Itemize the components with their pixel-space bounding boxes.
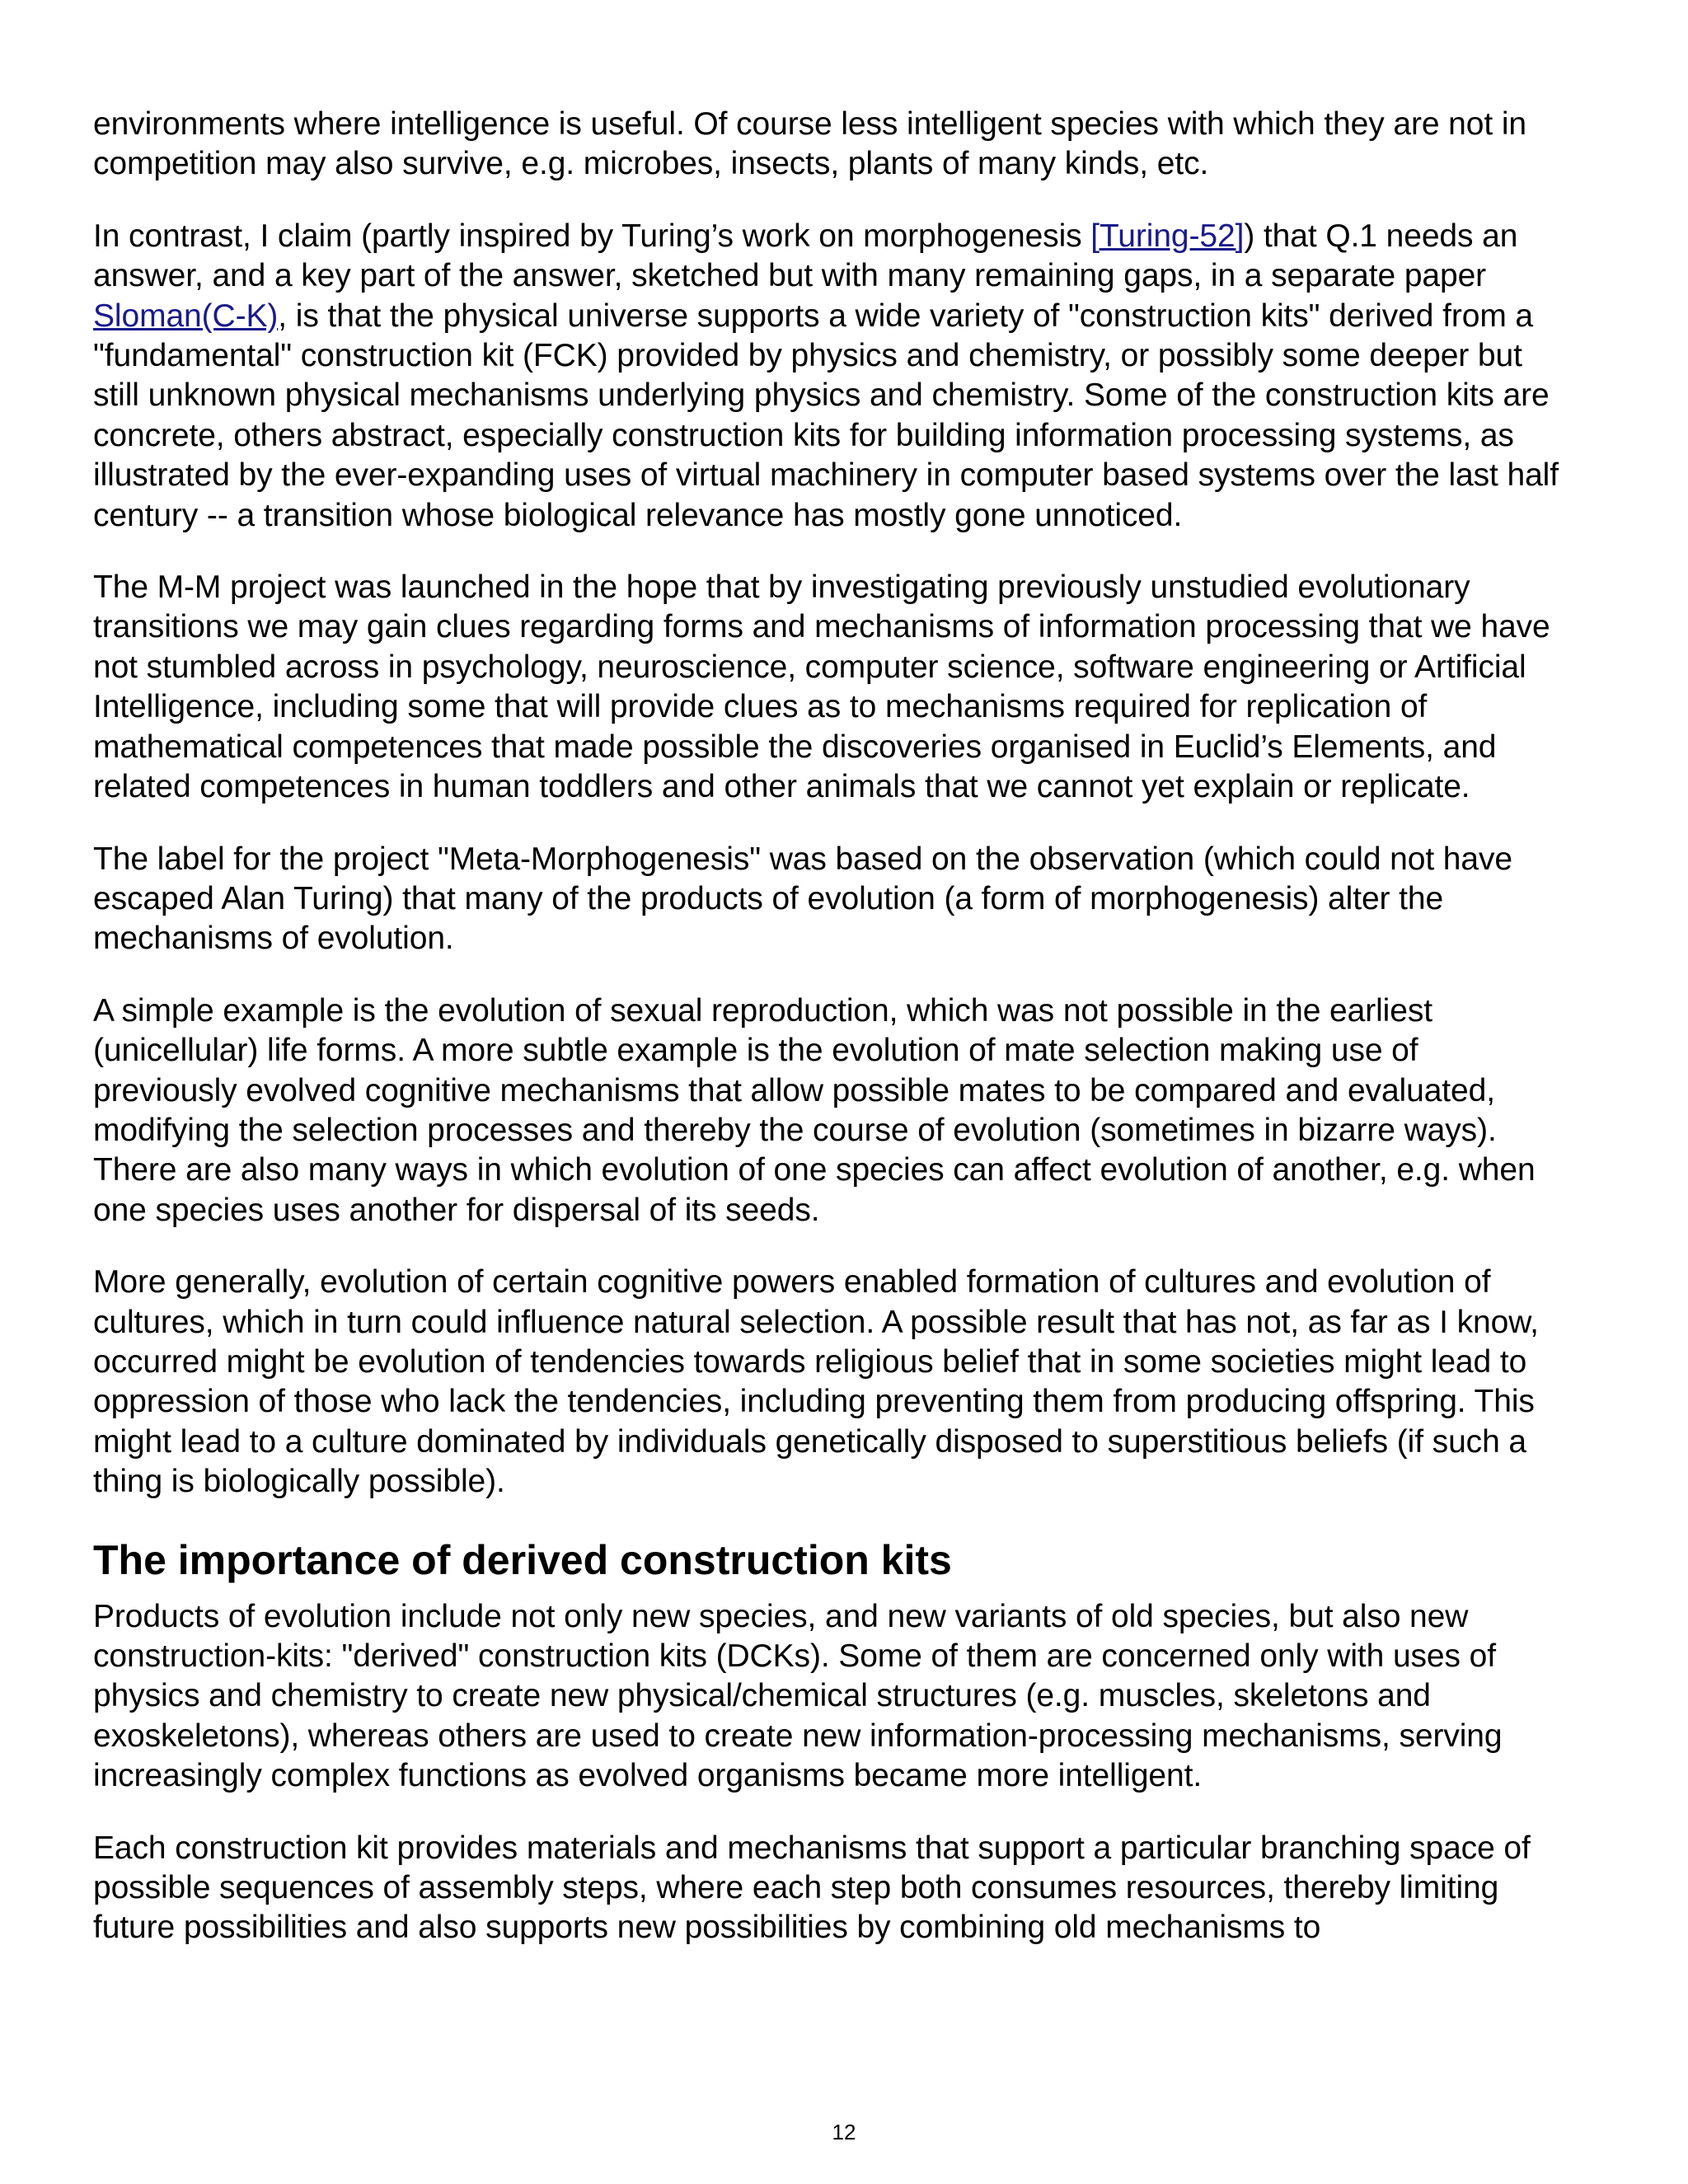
paragraph-text-segment: In contrast, I claim (partly inspired by Turing’s work on morphogenesis	[93, 218, 1091, 254]
paragraph-meta-morphogenesis-label: The label for the project "Meta-Morphogenesis" was based on the observation (which could not have escaped Alan Turing) that many of the products of evolution (a form of morphogenesis) alter the mechanisms of evolution.	[93, 841, 1512, 957]
page-content	[93, 105, 1560, 1980]
sloman-ck-reference-link[interactable]: Sloman(C-K)	[93, 298, 279, 334]
paragraph-sexual-reproduction-example: A simple example is the evolution of sexual reproduction, which was not possible in the earliest (unicellular) life forms. A more subtle example is the evolution of mate selection making use of previously evolved cognitive mechanisms that allow possible mates to be compared and evaluated, modifying the selection processes and thereby the course of evolution (sometimes in bizarre ways). There are also many ways in which evolution of one species can affect evolution of another, e.g. when one species uses another for dispersal of its seeds.	[93, 992, 1536, 1228]
turing-52-reference-link[interactable]: [Turing-52]	[1090, 218, 1245, 254]
paragraph-construction-kits-claim	[93, 217, 1560, 536]
paragraph-text-segment: ) that Q.1 needs an answer, and a key part of the answer, sketched but with many remaining gaps, in a separate paper	[93, 218, 1518, 294]
paragraph-text-segment: , is that the physical universe supports a wide variety of "construction kits" derived from a "fundamental" construction kit (FCK) provided by physics and chemistry, or possibly some deeper but still unknown physical mechanisms underlying physics and chemistry. Some of the construction kits are concrete, others abstract, especially construction kits for building information processing systems, as illustrated by the ever-expanding uses of virtual machinery in computer based systems over the last half century -- a transition whose biological relevance has mostly gone unnoticed.	[93, 298, 1559, 533]
paragraph-construction-kit-assembly: Each construction kit provides materials and mechanisms that support a particular branching space of possible sequences of assembly steps, where each step both consumes resources, thereby limiting future possibilities and also supports new possibilities by combining old mechanisms to	[93, 1830, 1531, 1946]
section-heading: The importance of derived construction kits	[93, 1536, 952, 1583]
paragraph-intelligence-environments: environments where intelligence is useful. Of course less intelligent species with which they are not in competition may also survive, e.g. microbes, insects, plants of many kinds, etc.	[93, 106, 1526, 182]
paragraph-mm-project: The M-M project was launched in the hope that by investigating previously unstudied evolutionary transitions we may gain clues regarding forms and mechanisms of information processing that we have not stumbled across in psychology, neuroscience, computer science, software engineering or Artificial Intelligence, including some that will provide clues as to mechanisms required for replication of mathematical competences that made possible the discoveries organised in Euclid’s Elements, and related competences in human toddlers and other animals that we cannot yet explain or replicate.	[93, 569, 1550, 805]
paragraph-derived-construction-kits: Products of evolution include not only new species, and new variants of old species, but also new construction-kits: "derived" construction kits (DCKs). Some of them are concerned only with uses of physics and chemistry to create new physical/chemical structures (e.g. muscles, skeletons and exoskeletons), whereas others are used to create new information-processing mechanisms, serving increasingly complex functions as evolved organisms became more intelligent.	[93, 1598, 1503, 1794]
page-number: 12	[832, 2120, 856, 2144]
paragraph-cultures-evolution: More generally, evolution of certain cognitive powers enabled formation of cultures and evolution of cultures, which in turn could influence natural selection. A possible result that has not, as far as I know, occurred might be evolution of tendencies towards religious belief that in some societies might lead to oppression of those who lack the tendencies, including preventing them from producing offspring. This might lead to a culture dominated by individuals genetically disposed to superstitious beliefs (if such a thing is biologically possible).	[93, 1264, 1539, 1500]
